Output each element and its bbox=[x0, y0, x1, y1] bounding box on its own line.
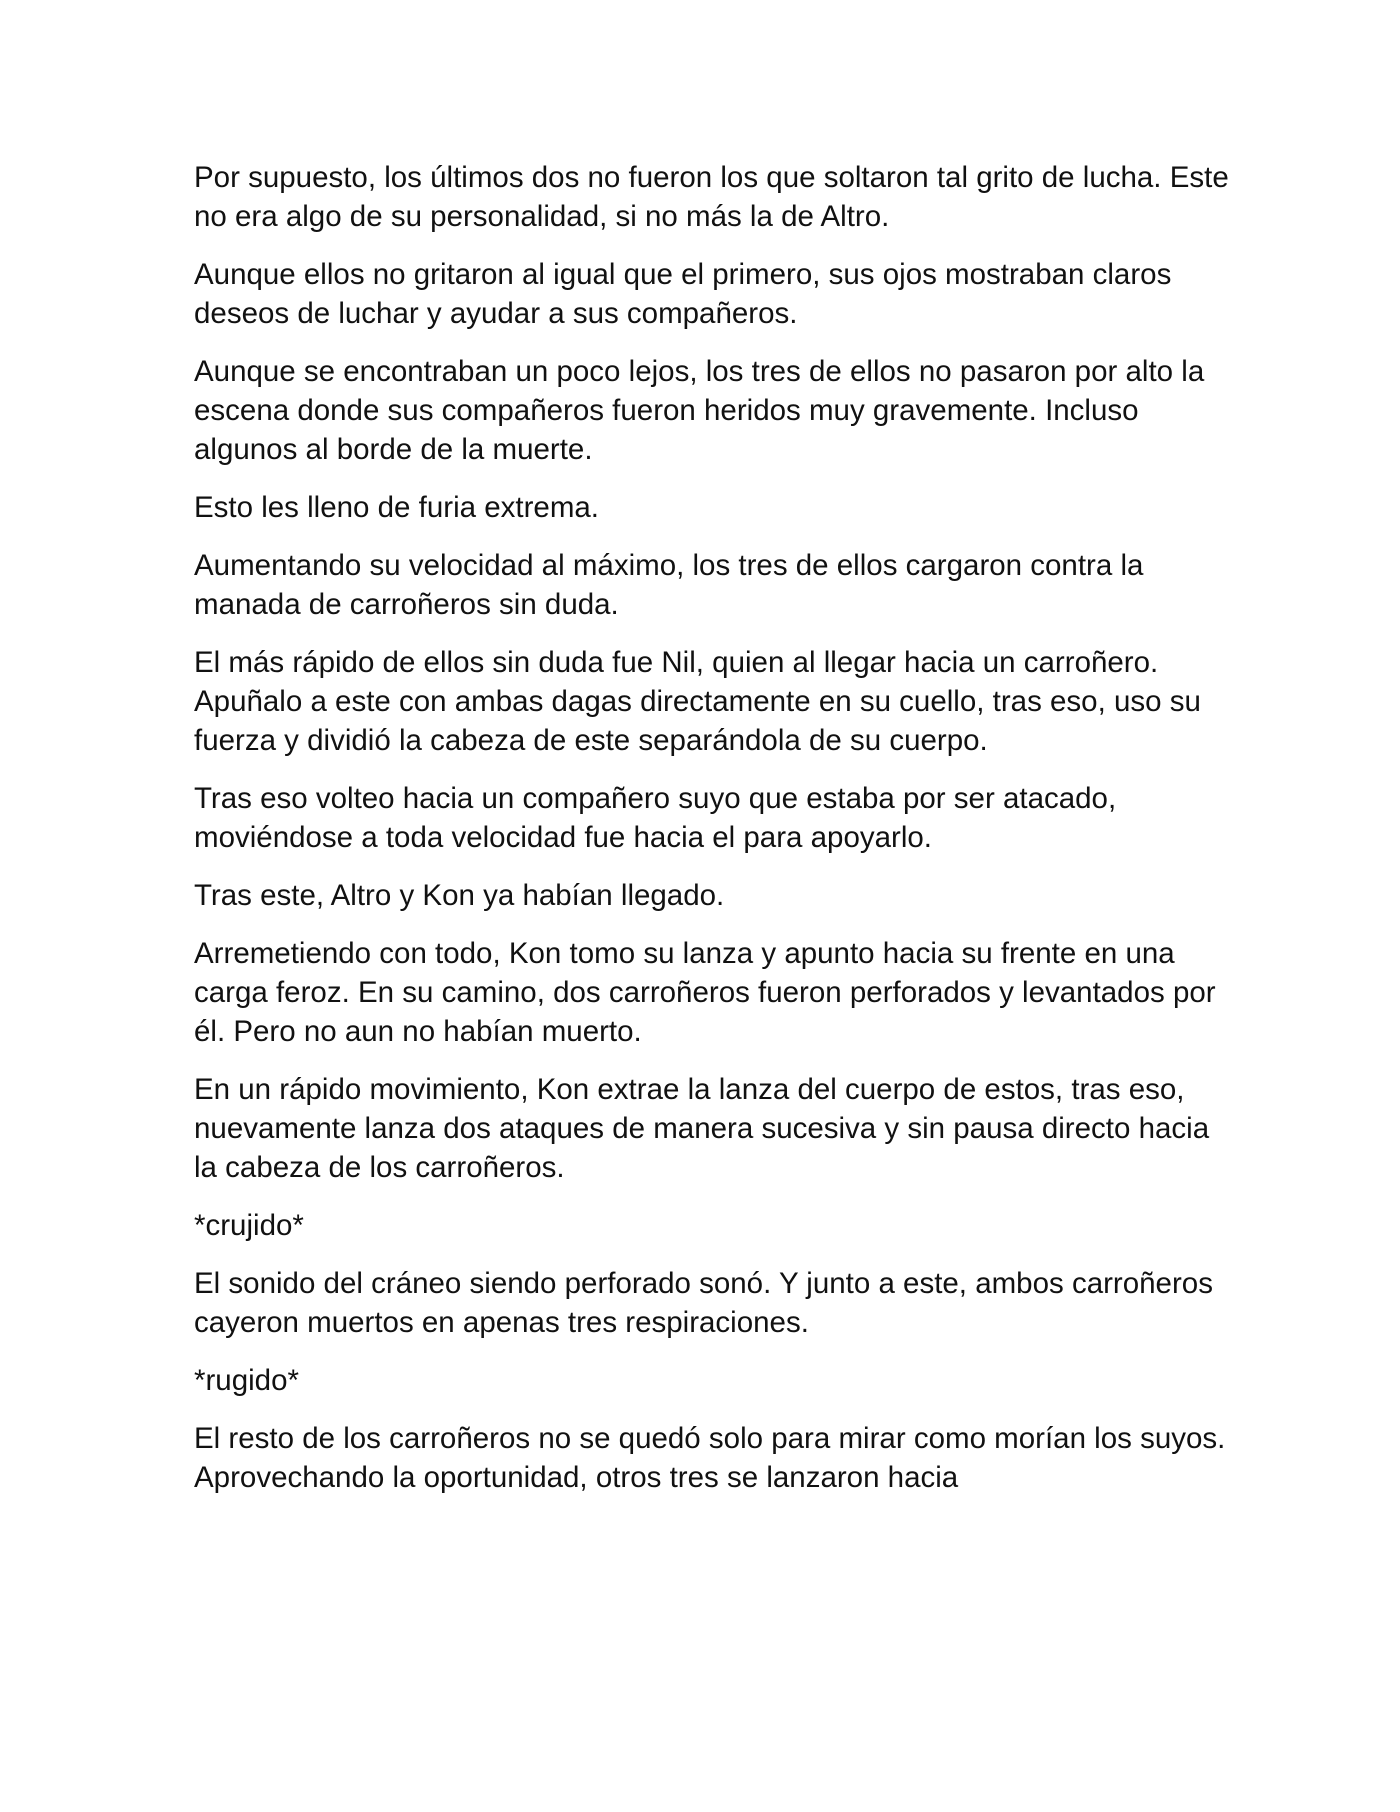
paragraph: Arremetiendo con todo, Kon tomo su lanza y apunto hacia su frente en una carga feroz. En su camino, dos carroñeros fueron perforados y levantados por él. Pero no aun no habían muerto. bbox=[194, 937, 1216, 1048]
sound-effect-rugido: *rugido* bbox=[194, 1364, 299, 1397]
paragraph: Esto les lleno de furia extrema. bbox=[194, 491, 600, 524]
paragraph: Por supuesto, los últimos dos no fueron los que soltaron tal grito de lucha. Este no era algo de su personalidad, si no más la de Altro. bbox=[194, 161, 1229, 233]
document-body bbox=[194, 158, 1234, 1516]
paragraph: En un rápido movimiento, Kon extrae la lanza del cuerpo de estos, tras eso, nuevamente lanza dos ataques de manera sucesiva y sin pausa directo hacia la cabeza de los carroñeros. bbox=[194, 1073, 1210, 1184]
paragraph: Aumentando su velocidad al máximo, los tres de ellos cargaron contra la manada de carroñeros sin duda. bbox=[194, 549, 1144, 621]
paragraph: Aunque ellos no gritaron al igual que el primero, sus ojos mostraban claros deseos de luchar y ayudar a sus compañeros. bbox=[194, 258, 1172, 330]
paragraph: El más rápido de ellos sin duda fue Nil, quien al llegar hacia un carroñero. Apuñalo a este con ambas dagas directamente en su cuello, tras eso, uso su fuerza y dividió la cabeza de este separándola de su cuerpo. bbox=[194, 646, 1201, 757]
paragraph: El resto de los carroñeros no se quedó solo para mirar como morían los suyos. Aprovechando la oportunidad, otros tres se lanzaron hacia bbox=[194, 1422, 1226, 1494]
paragraph: El sonido del cráneo siendo perforado sonó. Y junto a este, ambos carroñeros cayeron muertos en apenas tres respiraciones. bbox=[194, 1267, 1213, 1339]
paragraph: Aunque se encontraban un poco lejos, los tres de ellos no pasaron por alto la escena donde sus compañeros fueron heridos muy gravemente. Incluso algunos al borde de la muerte. bbox=[194, 355, 1205, 466]
paragraph: Tras este, Altro y Kon ya habían llegado. bbox=[194, 879, 725, 912]
paragraph: Tras eso volteo hacia un compañero suyo que estaba por ser atacado, moviéndose a toda velocidad fue hacia el para apoyarlo. bbox=[194, 782, 1117, 854]
sound-effect-crujido: *crujido* bbox=[194, 1209, 304, 1242]
